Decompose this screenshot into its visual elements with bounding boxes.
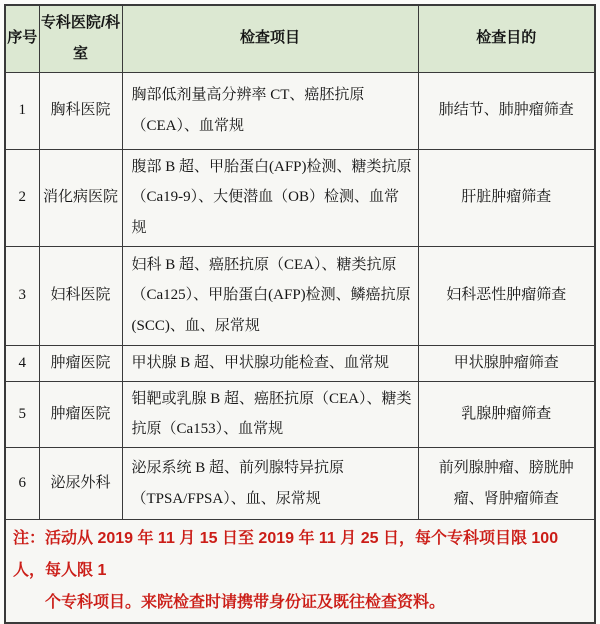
department-cell: 消化病医院 <box>39 149 122 246</box>
table-row <box>5 72 595 149</box>
footnote-text <box>13 523 588 619</box>
row-number: 3 <box>5 246 39 345</box>
department-cell: 肿瘤医院 <box>39 345 122 381</box>
footnote-line-1: 注：活动从 2019 年 11 月 15 日至 2019 年 11 月 25 日，每个专科项目限 100 人，每人限 1 <box>13 530 559 579</box>
column-header-department: 专科医院/科室 <box>39 5 122 72</box>
purpose-cell: 肺结节、肺肿瘤筛查 <box>418 72 595 149</box>
column-header-items: 检查项目 <box>122 5 418 72</box>
row-number: 2 <box>5 149 39 246</box>
table-body <box>5 72 595 623</box>
exam-table <box>4 4 596 624</box>
row-number: 6 <box>5 448 39 520</box>
footnote-line-2: 个专科项目。来院检查时请携带身份证及既往检查资料。 <box>45 594 446 611</box>
items-cell: 钼靶或乳腺 B 超、癌胚抗原（CEA）、糖类抗原（Ca153）、血常规 <box>122 381 418 448</box>
table-row <box>5 246 595 345</box>
department-cell: 妇科医院 <box>39 246 122 345</box>
table-row <box>5 381 595 448</box>
table-row <box>5 345 595 381</box>
header-row <box>5 5 595 72</box>
department-cell: 肿瘤医院 <box>39 381 122 448</box>
items-cell: 泌尿系统 B 超、前列腺特异抗原（TPSA/FPSA）、血、尿常规 <box>122 448 418 520</box>
table-row <box>5 149 595 246</box>
column-header-number: 序号 <box>5 5 39 72</box>
document-page <box>0 4 600 611</box>
table-row <box>5 448 595 520</box>
department-cell: 泌尿外科 <box>39 448 122 520</box>
items-cell: 妇科 B 超、癌胚抗原（CEA）、糖类抗原（Ca125）、甲胎蛋白(AFP)检测、鳞癌抗原(SCC)、血、尿常规 <box>122 246 418 345</box>
purpose-cell: 乳腺肿瘤筛查 <box>418 381 595 448</box>
purpose-cell: 肝脏肿瘤筛查 <box>418 149 595 246</box>
row-number: 4 <box>5 345 39 381</box>
purpose-cell: 妇科恶性肿瘤筛查 <box>418 246 595 345</box>
row-number: 5 <box>5 381 39 448</box>
purpose-cell: 前列腺肿瘤、膀胱肿瘤、肾肿瘤筛查 <box>418 448 595 520</box>
items-cell: 甲状腺 B 超、甲状腺功能检查、血常规 <box>122 345 418 381</box>
footnote-row <box>5 520 595 624</box>
items-cell: 腹部 B 超、甲胎蛋白(AFP)检测、糖类抗原（Ca19-9）、大便潜血（OB）检测、血常规 <box>122 149 418 246</box>
department-cell: 胸科医院 <box>39 72 122 149</box>
footnote-cell <box>5 520 595 624</box>
purpose-cell: 甲状腺肿瘤筛查 <box>418 345 595 381</box>
row-number: 1 <box>5 72 39 149</box>
items-cell: 胸部低剂量高分辨率 CT、癌胚抗原（CEA）、血常规 <box>122 72 418 149</box>
column-header-purpose: 检查目的 <box>418 5 595 72</box>
table-header <box>5 5 595 72</box>
